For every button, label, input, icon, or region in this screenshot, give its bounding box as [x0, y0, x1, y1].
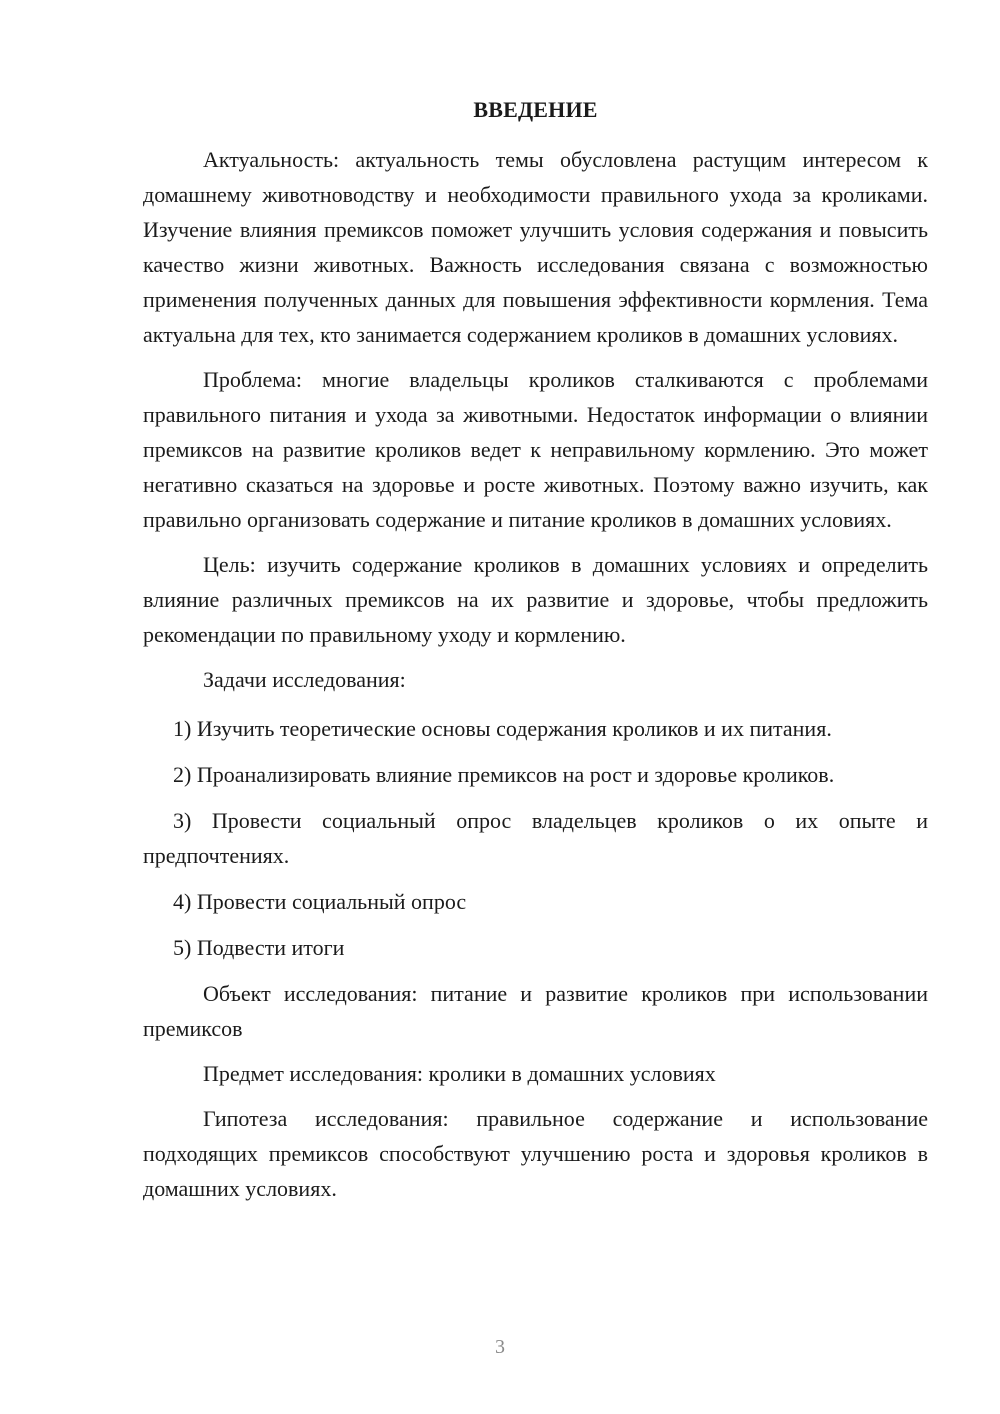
task-item: 4) Провести социальный опрос — [173, 889, 467, 914]
document-page — [143, 92, 928, 1216]
task-item: 2) Проанализировать влияние премиксов на рост и здоровье кроликов. — [173, 762, 835, 787]
goal-paragraph: Цель: изучить содержание кроликов в домашних условиях и определить влияние различных премиксов на их развитие и здоровье, чтобы предложить рекомендации по правильному уходу и кормлению. — [143, 552, 928, 647]
hypothesis-paragraph: Гипотеза исследования: правильное содержание и использование подходящих премиксов способствуют улучшению роста и здоровья кроликов в домашних условиях. — [143, 1106, 928, 1201]
subject-paragraph: Предмет исследования: кролики в домашних условиях — [203, 1061, 716, 1086]
relevance-paragraph: Актуальность: актуальность темы обусловлена растущим интересом к домашнему животноводству и необходимости правильного ухода за кроликами. Изучение влияния премиксов поможет улучшить условия содержания и повысить качество жизни животных. Важность исследования связана с возможностью применения полученных данных для повышения эффективности кормления. Тема актуальна для тех, кто занимается содержанием кроликов в домашних условиях. — [143, 147, 928, 347]
tasks-title: Задачи исследования: — [203, 667, 406, 692]
page-number: 3 — [495, 1336, 505, 1358]
page-title: ВВЕДЕНИЕ — [473, 97, 598, 122]
problem-paragraph: Проблема: многие владельцы кроликов сталкиваются с проблемами правильного питания и ухода за животными. Недостаток информации о влиянии премиксов на развитие кроликов ведет к неправильному кормлению. Это может негативно сказаться на здоровье и росте животных. Поэтому важно изучить, как правильно организовать содержание и питание кроликов в домашних условиях. — [143, 367, 928, 532]
object-paragraph: Объект исследования: питание и развитие кроликов при использовании премиксов — [143, 981, 928, 1041]
task-item: 5) Подвести итоги — [173, 935, 345, 960]
task-item: 3) Провести социальный опрос владельцев кроликов о их опыте и предпочтениях. — [143, 808, 928, 868]
task-item: 1) Изучить теоретические основы содержания кроликов и их питания. — [173, 716, 832, 741]
